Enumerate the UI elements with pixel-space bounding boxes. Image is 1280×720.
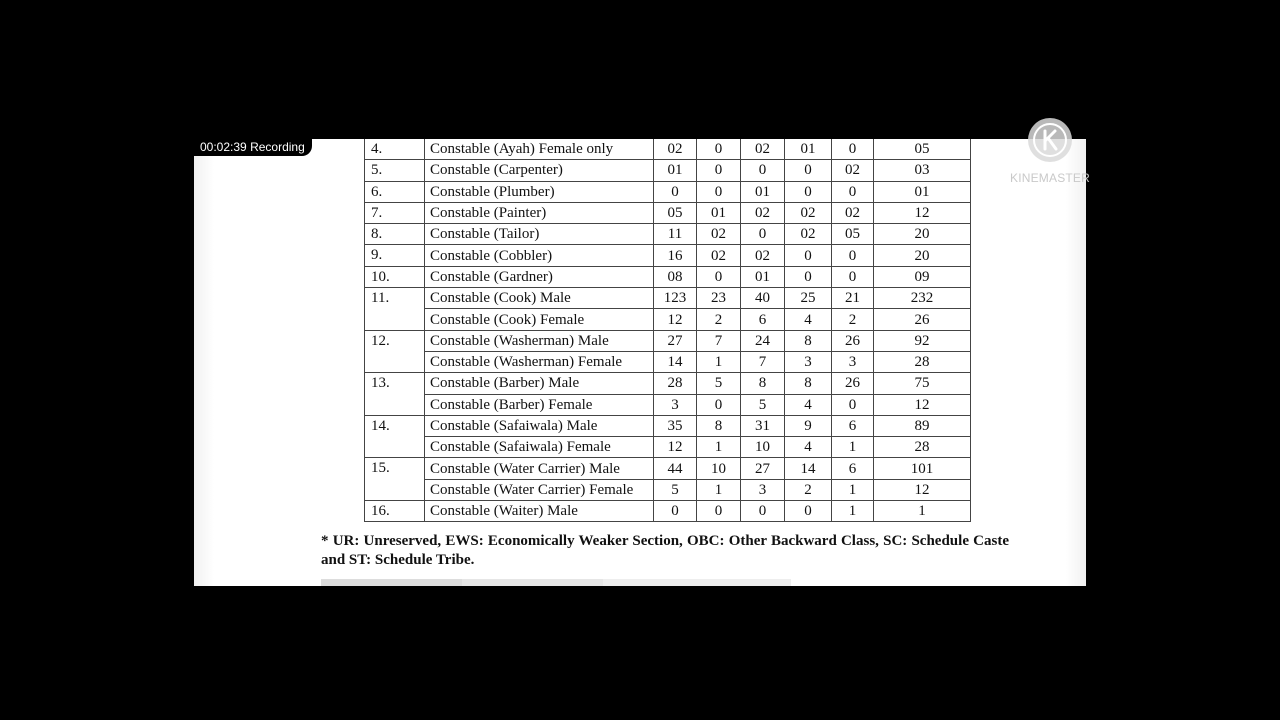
kinemaster-label: KINEMASTER [1009, 171, 1090, 185]
vacancy-count-cell: 02 [832, 202, 874, 223]
total-cell: 75 [874, 373, 971, 394]
vacancy-count-cell: 01 [741, 181, 785, 202]
table-row [365, 309, 971, 330]
serial-number-cell: 14. [365, 415, 425, 458]
vacancy-count-cell: 0 [785, 501, 832, 522]
total-cell: 101 [874, 458, 971, 479]
vacancy-count-cell: 1 [832, 501, 874, 522]
vacancy-count-cell: 0 [697, 139, 741, 160]
total-cell: 09 [874, 266, 971, 287]
total-cell: 1 [874, 501, 971, 522]
vacancy-count-cell: 0 [697, 501, 741, 522]
vacancy-count-cell: 01 [785, 139, 832, 160]
page-shadow-right [1066, 139, 1086, 586]
table-row [365, 501, 971, 522]
total-cell: 12 [874, 394, 971, 415]
table-row [365, 224, 971, 245]
vacancy-count-cell: 01 [741, 266, 785, 287]
total-cell: 92 [874, 330, 971, 351]
table-row [365, 160, 971, 181]
vacancy-count-cell: 31 [741, 415, 785, 436]
total-cell: 232 [874, 288, 971, 309]
recording-time: 00:02:39 [200, 140, 247, 154]
vacancy-count-cell: 14 [785, 458, 832, 479]
vacancy-count-cell: 08 [654, 266, 697, 287]
vacancy-count-cell: 27 [654, 330, 697, 351]
vacancy-count-cell: 11 [654, 224, 697, 245]
vacancy-count-cell: 23 [697, 288, 741, 309]
cut-off-text-line [321, 579, 791, 586]
vacancy-count-cell: 02 [697, 245, 741, 266]
vacancy-count-cell: 6 [741, 309, 785, 330]
vacancy-count-cell: 6 [832, 458, 874, 479]
recording-indicator [194, 139, 312, 156]
table-row [365, 479, 971, 500]
post-name-cell: Constable (Gardner) [425, 266, 654, 287]
vacancy-count-cell: 0 [785, 245, 832, 266]
table-row [365, 351, 971, 372]
vacancy-count-cell: 0 [697, 181, 741, 202]
vacancy-count-cell: 35 [654, 415, 697, 436]
kinemaster-watermark [1005, 117, 1095, 185]
vacancy-count-cell: 12 [654, 437, 697, 458]
serial-number-cell: 13. [365, 373, 425, 416]
table-row [365, 245, 971, 266]
vacancy-count-cell: 02 [654, 139, 697, 160]
vacancy-count-cell: 2 [832, 309, 874, 330]
vacancy-count-cell: 3 [785, 351, 832, 372]
vacancy-count-cell: 7 [697, 330, 741, 351]
post-name-cell: Constable (Ayah) Female only [425, 139, 654, 160]
serial-number-cell: 11. [365, 288, 425, 331]
vacancy-count-cell: 02 [741, 139, 785, 160]
vacancy-count-cell: 0 [741, 224, 785, 245]
vacancy-count-cell: 6 [832, 415, 874, 436]
table-row [365, 266, 971, 287]
vacancy-count-cell: 7 [741, 351, 785, 372]
post-name-cell: Constable (Painter) [425, 202, 654, 223]
vacancy-count-cell: 0 [785, 160, 832, 181]
post-name-cell: Constable (Water Carrier) Male [425, 458, 654, 479]
total-cell: 20 [874, 224, 971, 245]
post-name-cell: Constable (Safaiwala) Female [425, 437, 654, 458]
table-row [365, 394, 971, 415]
serial-number-cell: 4. [365, 139, 425, 160]
vacancy-count-cell: 01 [697, 202, 741, 223]
vacancy-count-cell: 1 [697, 351, 741, 372]
document-page [194, 139, 1086, 586]
vacancy-count-cell: 0 [832, 394, 874, 415]
vacancy-count-cell: 27 [741, 458, 785, 479]
post-name-cell: Constable (Water Carrier) Female [425, 479, 654, 500]
total-cell: 28 [874, 437, 971, 458]
vacancy-count-cell: 05 [654, 202, 697, 223]
vacancy-count-cell: 123 [654, 288, 697, 309]
vacancy-count-cell: 4 [785, 437, 832, 458]
serial-number-cell: 9. [365, 245, 425, 266]
vacancy-count-cell: 40 [741, 288, 785, 309]
vacancy-count-cell: 5 [654, 479, 697, 500]
vacancy-table [364, 139, 971, 522]
table-row [365, 181, 971, 202]
serial-number-cell: 6. [365, 181, 425, 202]
table-body [365, 139, 971, 522]
table-row [365, 202, 971, 223]
vacancy-count-cell: 10 [741, 437, 785, 458]
post-name-cell: Constable (Cook) Female [425, 309, 654, 330]
vacancy-count-cell: 16 [654, 245, 697, 266]
vacancy-count-cell: 12 [654, 309, 697, 330]
serial-number-cell: 10. [365, 266, 425, 287]
vacancy-count-cell: 0 [832, 266, 874, 287]
vacancy-count-cell: 01 [654, 160, 697, 181]
vacancy-count-cell: 5 [741, 394, 785, 415]
vacancy-count-cell: 28 [654, 373, 697, 394]
vacancy-count-cell: 25 [785, 288, 832, 309]
vacancy-count-cell: 0 [785, 181, 832, 202]
table-row [365, 288, 971, 309]
vacancy-count-cell: 3 [832, 351, 874, 372]
vacancy-count-cell: 26 [832, 330, 874, 351]
vacancy-count-cell: 0 [697, 394, 741, 415]
post-name-cell: Constable (Carpenter) [425, 160, 654, 181]
total-cell: 89 [874, 415, 971, 436]
vacancy-count-cell: 4 [785, 309, 832, 330]
serial-number-cell: 7. [365, 202, 425, 223]
vacancy-count-cell: 02 [785, 224, 832, 245]
vacancy-count-cell: 44 [654, 458, 697, 479]
post-name-cell: Constable (Plumber) [425, 181, 654, 202]
vacancy-count-cell: 8 [697, 415, 741, 436]
total-cell: 05 [874, 139, 971, 160]
vacancy-count-cell: 1 [697, 479, 741, 500]
serial-number-cell: 8. [365, 224, 425, 245]
post-name-cell: Constable (Barber) Male [425, 373, 654, 394]
vacancy-count-cell: 0 [832, 245, 874, 266]
page-shadow-left [194, 139, 214, 586]
vacancy-count-cell: 2 [697, 309, 741, 330]
footnote: * UR: Unreserved, EWS: Economically Weaker Section, OBC: Other Backward Class, SC: Schedule Caste and ST: Schedule Tribe. [321, 533, 1009, 568]
vacancy-count-cell: 3 [654, 394, 697, 415]
table-row [365, 373, 971, 394]
vacancy-count-cell: 02 [832, 160, 874, 181]
vacancy-count-cell: 1 [697, 437, 741, 458]
total-cell: 20 [874, 245, 971, 266]
vacancy-count-cell: 2 [785, 479, 832, 500]
vacancy-count-cell: 1 [832, 437, 874, 458]
vacancy-count-cell: 02 [785, 202, 832, 223]
vacancy-count-cell: 02 [741, 245, 785, 266]
post-name-cell: Constable (Washerman) Male [425, 330, 654, 351]
serial-number-cell: 5. [365, 160, 425, 181]
total-cell: 01 [874, 181, 971, 202]
vacancy-count-cell: 02 [741, 202, 785, 223]
vacancy-count-cell: 0 [741, 501, 785, 522]
serial-number-cell: 15. [365, 458, 425, 501]
vacancy-count-cell: 9 [785, 415, 832, 436]
vacancy-count-cell: 05 [832, 224, 874, 245]
vacancy-count-cell: 26 [832, 373, 874, 394]
vacancy-count-cell: 0 [832, 181, 874, 202]
table-row [365, 330, 971, 351]
total-cell: 12 [874, 202, 971, 223]
serial-number-cell: 12. [365, 330, 425, 373]
vacancy-count-cell: 1 [832, 479, 874, 500]
recording-label: Recording [250, 140, 305, 154]
table-row [365, 415, 971, 436]
vacancy-count-cell: 8 [785, 373, 832, 394]
vacancy-count-cell: 24 [741, 330, 785, 351]
vacancy-count-cell: 0 [832, 139, 874, 160]
post-name-cell: Constable (Barber) Female [425, 394, 654, 415]
vacancy-count-cell: 5 [697, 373, 741, 394]
post-name-cell: Constable (Cobbler) [425, 245, 654, 266]
vacancy-count-cell: 21 [832, 288, 874, 309]
total-cell: 03 [874, 160, 971, 181]
vacancy-count-cell: 10 [697, 458, 741, 479]
vacancy-count-cell: 0 [697, 266, 741, 287]
serial-number-cell: 16. [365, 501, 425, 522]
table-row [365, 458, 971, 479]
post-name-cell: Constable (Washerman) Female [425, 351, 654, 372]
vacancy-count-cell: 0 [654, 501, 697, 522]
table-row [365, 437, 971, 458]
vacancy-count-cell: 02 [697, 224, 741, 245]
vacancy-count-cell: 0 [697, 160, 741, 181]
vacancy-count-cell: 0 [654, 181, 697, 202]
total-cell: 26 [874, 309, 971, 330]
post-name-cell: Constable (Safaiwala) Male [425, 415, 654, 436]
kinemaster-logo-icon [1027, 117, 1073, 163]
vacancy-count-cell: 0 [741, 160, 785, 181]
vacancy-count-cell: 8 [785, 330, 832, 351]
post-name-cell: Constable (Tailor) [425, 224, 654, 245]
vacancy-count-cell: 8 [741, 373, 785, 394]
vacancy-count-cell: 0 [785, 266, 832, 287]
vacancy-count-cell: 4 [785, 394, 832, 415]
post-name-cell: Constable (Waiter) Male [425, 501, 654, 522]
vacancy-count-cell: 14 [654, 351, 697, 372]
total-cell: 28 [874, 351, 971, 372]
total-cell: 12 [874, 479, 971, 500]
post-name-cell: Constable (Cook) Male [425, 288, 654, 309]
table-row [365, 139, 971, 160]
vacancy-count-cell: 3 [741, 479, 785, 500]
